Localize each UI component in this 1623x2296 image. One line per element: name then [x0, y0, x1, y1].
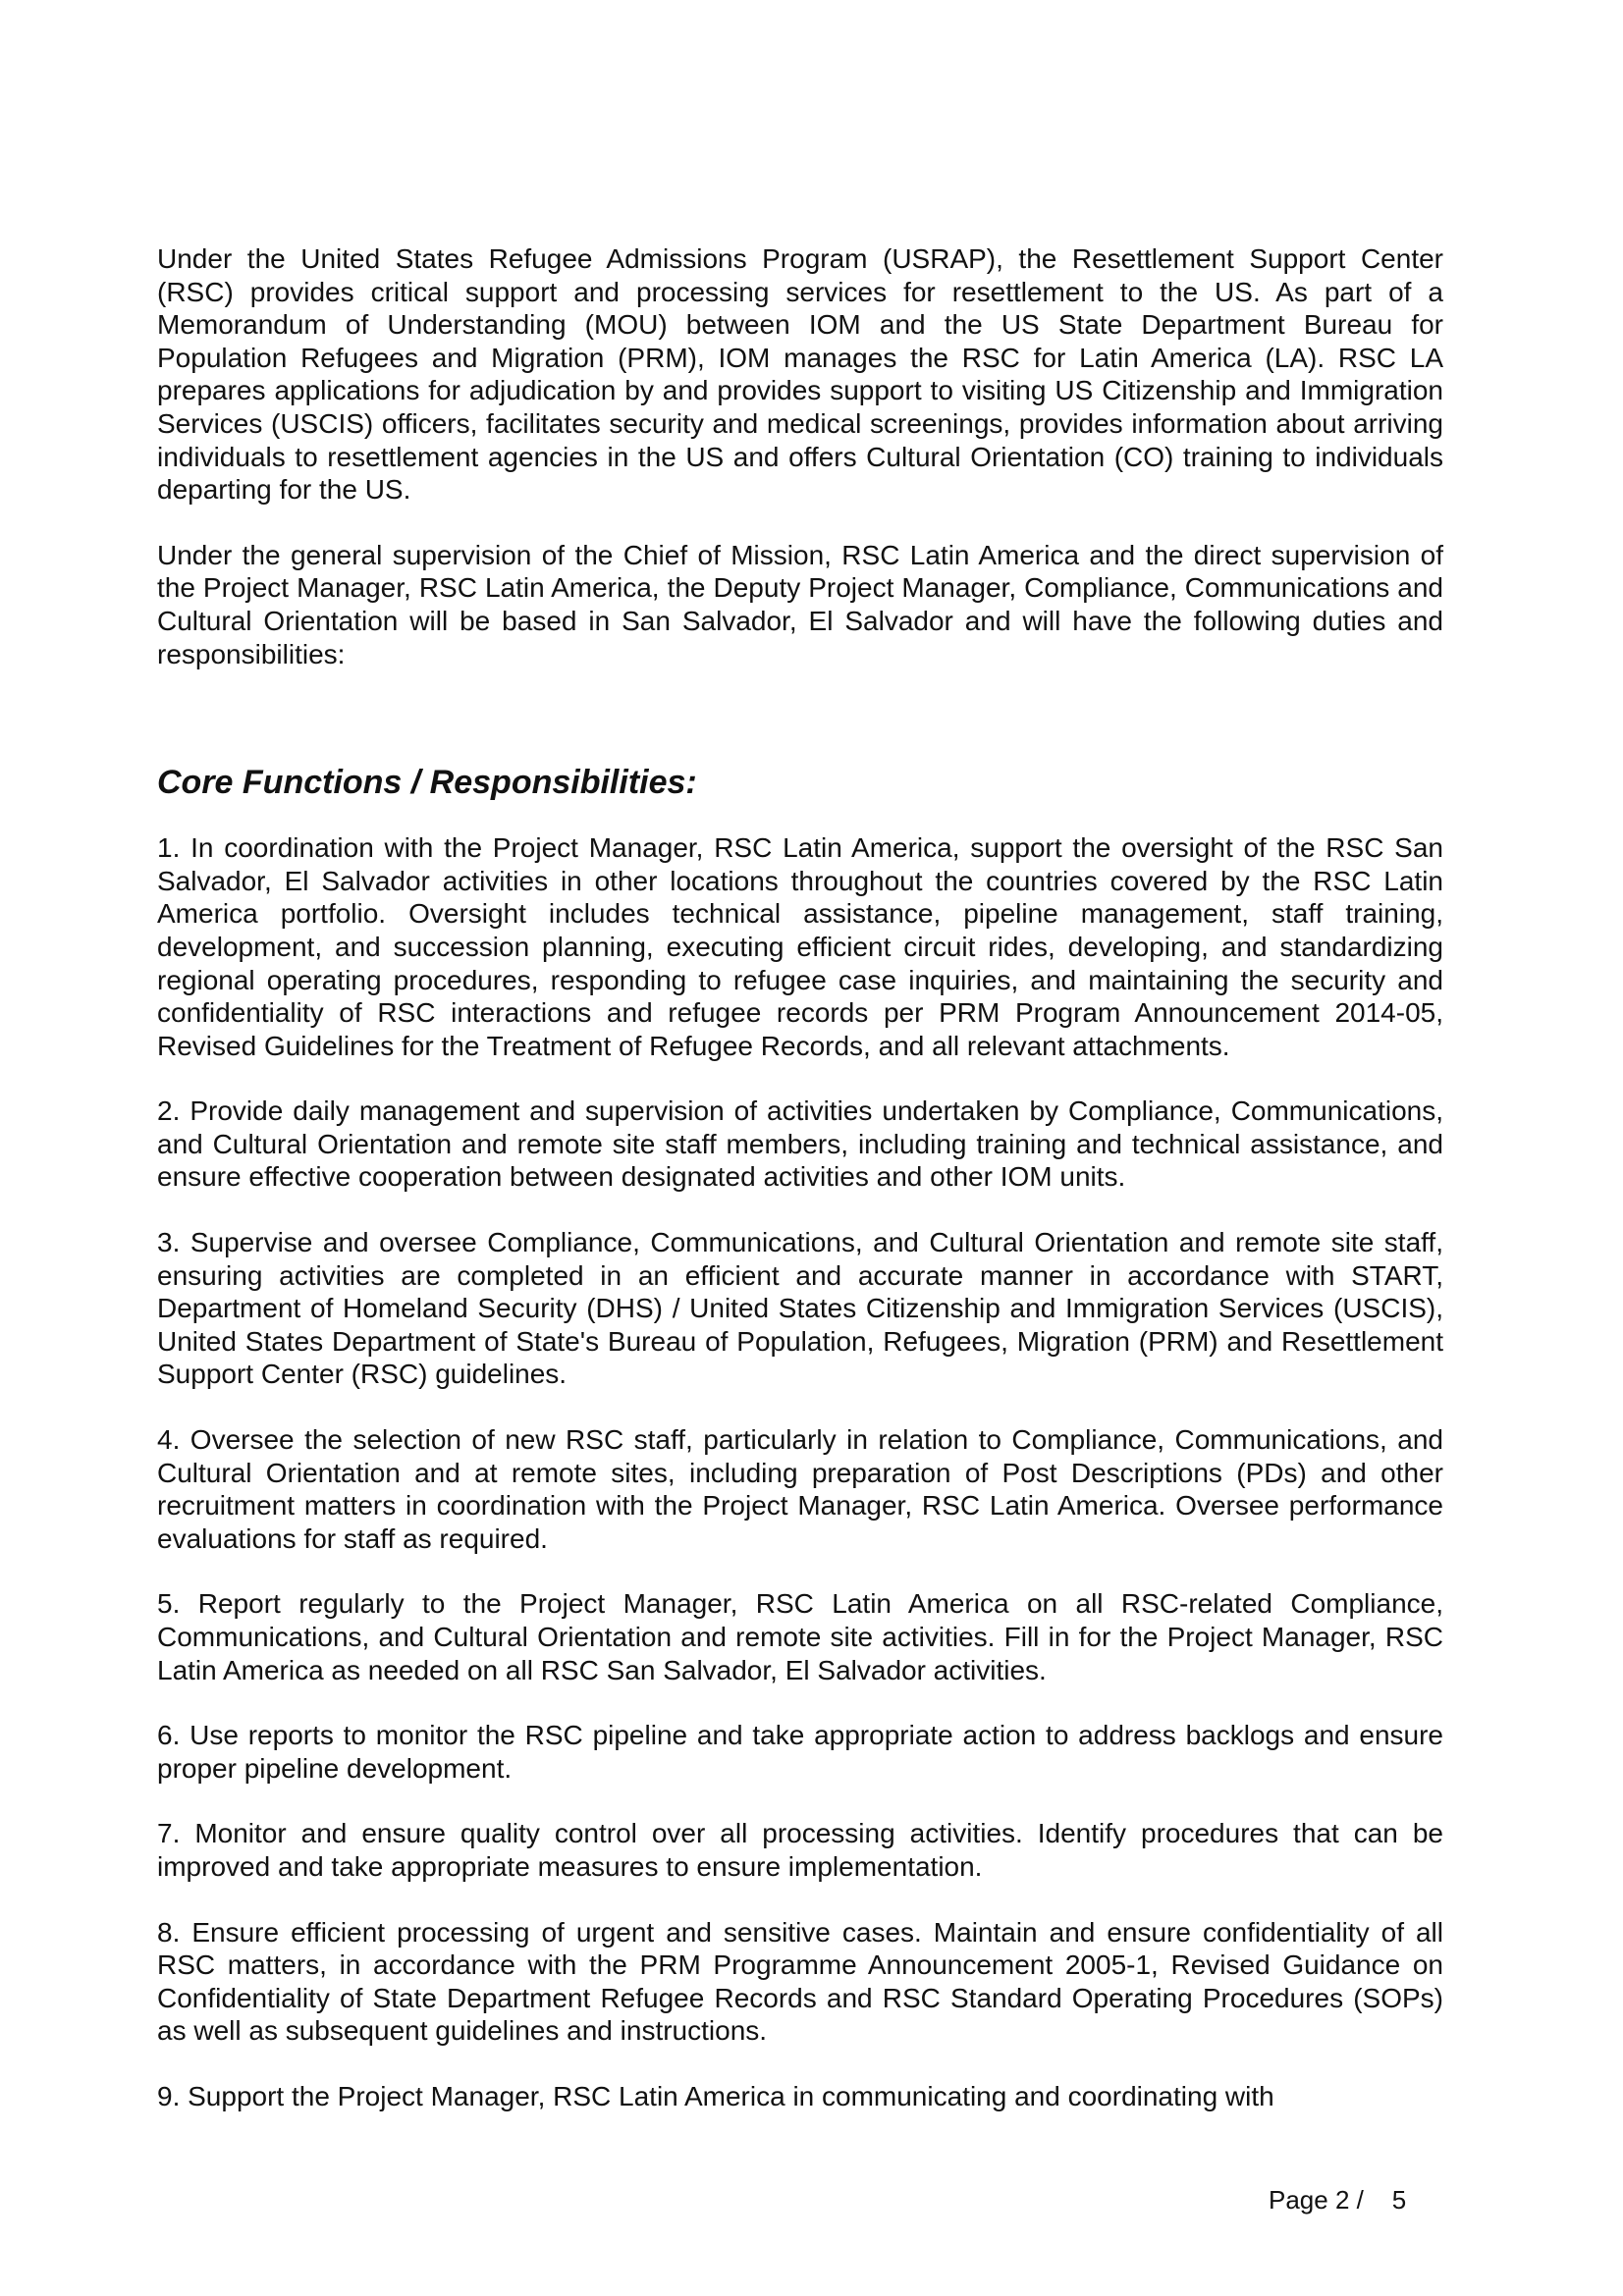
list-item: 3. Supervise and oversee Compliance, Communications, and Cultural Orientation and remote site staff, ensuring activities are completed in an efficient and accurate manner in accordance with START, Department of Homeland Security (DHS) / United States Citizenship and Immigration Services (USCIS), United States Department of State's Bureau of Population, Refugees, Migration (PRM) and Resettlement Support Center (RSC) guidelines. [157, 1227, 1443, 1390]
intro-paragraph-2: Under the general supervision of the Chief of Mission, RSC Latin America and the direct supervision of the Project Manager, RSC Latin America, the Deputy Project Manager, Compliance, Communications and Cultural Orientation will be based in San Salvador, El Salvador and will have the following duties and responsibilities: [157, 539, 1443, 669]
document-page [157, 242, 1443, 2146]
list-item: 7. Monitor and ensure quality control over all processing activities. Identify procedures that can be improved and take appropriate measures to ensure implementation. [157, 1818, 1443, 1882]
list-item: 1. In coordination with the Project Manager, RSC Latin America, support the oversight of the RSC San Salvador, El Salvador activities in other locations throughout the countries covered by the RSC Latin America portfolio. Oversight includes technical assistance, pipeline management, staff training, development, and succession planning, executing efficient circuit rides, developing, and standardizing regional operating procedures, responding to refugee case inquiries, and maintaining the security and confidentiality of RSC interactions and refugee records per PRM Program Announcement 2014-05, Revised Guidelines for the Treatment of Refugee Records, and all relevant attachments. [157, 832, 1443, 1061]
list-item: 4. Oversee the selection of new RSC staff, particularly in relation to Compliance, Communications, and Cultural Orientation and at remote sites, including preparation of Post Descriptions (PDs) and other recruitment matters in coordination with the Project Manager, RSC Latin America. Oversee performance evaluations for staff as required. [157, 1424, 1443, 1554]
list-item: 5. Report regularly to the Project Manager, RSC Latin America on all RSC-related Compliance, Communications, and Cultural Orientation and remote site activities. Fill in for the Project Manager, RSC Latin America as needed on all RSC San Salvador, El Salvador activities. [157, 1588, 1443, 1685]
responsibilities-list [157, 831, 1443, 2112]
intro-paragraph-1: Under the United States Refugee Admissions Program (USRAP), the Resettlement Support Center (RSC) provides critical support and processing services for resettlement to the US. As part of a Memorandum of Understanding (MOU) between IOM and the US State Department Bureau for Population Refugees and Migration (PRM), IOM manages the RSC for Latin America (LA). RSC LA prepares applications for adjudication by and provides support to visiting US Citizenship and Immigration Services (USCIS) officers, facilitates security and medical screenings, provides information about arriving individuals to resettlement agencies in the US and offers Cultural Orientation (CO) training to individuals departing for the US. [157, 243, 1443, 506]
list-item: 8. Ensure efficient processing of urgent and sensitive cases. Maintain and ensure confidentiality of all RSC matters, in accordance with the PRM Programme Announcement 2005-1, Revised Guidance on Confidentiality of State Department Refugee Records and RSC Standard Operating Procedures (SOPs) as well as subsequent guidelines and instructions. [157, 1916, 1443, 2047]
list-item: 6. Use reports to monitor the RSC pipeline and take appropriate action to address backlogs and ensure proper pipeline development. [157, 1720, 1443, 1784]
section-heading: Core Functions / Responsibilities: [157, 764, 697, 802]
page-number: Page 2 / 5 [1269, 2185, 1407, 2215]
list-item: 9. Support the Project Manager, RSC Latin America in communicating and coordinating with [157, 2080, 1274, 2111]
list-item: 2. Provide daily management and supervision of activities undertaken by Compliance, Communications, and Cultural Orientation and remote site staff members, including training and technical assistance, and ensure effective cooperation between designated activities and other IOM units. [157, 1095, 1443, 1193]
